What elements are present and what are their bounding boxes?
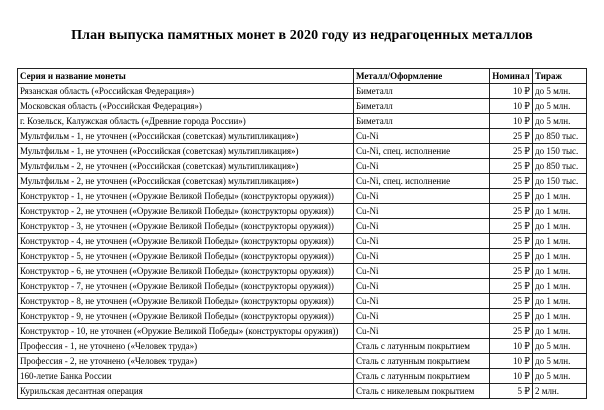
cell-nominal: 25 ₽ [490,129,533,144]
cell-nominal: 25 ₽ [490,279,533,294]
cell-metal: Cu-Ni [354,189,490,204]
cell-nominal: 25 ₽ [490,144,533,159]
cell-mintage: до 5 млн. [533,369,587,384]
cell-metal: Сталь с латунным покрытием [354,354,490,369]
cell-nominal: 25 ₽ [490,264,533,279]
table-row [18,324,587,339]
cell-mintage: до 1 млн. [533,294,587,309]
cell-metal: Сталь с латунным покрытием [354,339,490,354]
cell-name: Конструктор - 3, не уточнен («Оружие Великой Победы» (конструкторы оружия)) [18,219,354,234]
cell-mintage: до 5 млн. [533,114,587,129]
table-row [18,219,587,234]
table-row [18,129,587,144]
cell-mintage: до 5 млн. [533,354,587,369]
cell-nominal: 10 ₽ [490,354,533,369]
cell-name: Мультфильм - 1, не уточнен («Российская (советская) мультипликация») [18,129,354,144]
cell-mintage: до 1 млн. [533,249,587,264]
cell-mintage: до 5 млн. [533,339,587,354]
cell-name: Конструктор - 8, не уточнен («Оружие Великой Победы» (конструкторы оружия)) [18,294,354,309]
cell-name: Московская область («Российская Федерация») [18,99,354,114]
table-row [18,114,587,129]
cell-nominal: 25 ₽ [490,234,533,249]
cell-nominal: 25 ₽ [490,249,533,264]
table-row [18,234,587,249]
table-row [18,264,587,279]
cell-name: Мультфильм - 1, не уточнен («Российская (советская) мультипликация») [18,144,354,159]
cell-metal: Cu-Ni [354,204,490,219]
cell-nominal: 10 ₽ [490,99,533,114]
cell-name: Конструктор - 10, не уточнен («Оружие Великой Победы» (конструкторы оружия)) [18,324,354,339]
cell-nominal: 25 ₽ [490,324,533,339]
cell-nominal: 25 ₽ [490,159,533,174]
cell-name: Мультфильм - 2, не уточнен («Российская (советская) мультипликация») [18,159,354,174]
table-row [18,84,587,99]
cell-nominal: 10 ₽ [490,339,533,354]
cell-name: Рязанская область («Российская Федерация») [18,84,354,99]
table-row [18,144,587,159]
table-header-row [18,69,587,84]
cell-name: Конструктор - 5, не уточнен («Оружие Великой Победы» (конструкторы оружия)) [18,249,354,264]
cell-metal: Биметалл [354,84,490,99]
cell-mintage: до 1 млн. [533,234,587,249]
cell-mintage: до 5 млн. [533,84,587,99]
cell-name: г. Козельск, Калужская область («Древние города России») [18,114,354,129]
table-row [18,204,587,219]
table-row [18,99,587,114]
cell-metal: Cu-Ni [354,159,490,174]
coins-table [17,68,587,399]
table-row [18,174,587,189]
cell-name: Профессия - 1, не уточнено («Человек труда») [18,339,354,354]
table-row [18,249,587,264]
cell-mintage: 2 млн. [533,384,587,399]
cell-nominal: 10 ₽ [490,369,533,384]
cell-metal: Биметалл [354,99,490,114]
cell-mintage: до 150 тыс. [533,174,587,189]
header-nominal: Номинал [490,69,533,84]
table-row [18,189,587,204]
cell-mintage: до 1 млн. [533,324,587,339]
table-row [18,159,587,174]
cell-metal: Cu-Ni [354,234,490,249]
header-metal: Металл/Оформление [354,69,490,84]
cell-metal: Cu-Ni, спец. исполнение [354,144,490,159]
cell-name: Конструктор - 6, не уточнен («Оружие Великой Победы» (конструкторы оружия)) [18,264,354,279]
cell-name: Конструктор - 4, не уточнен («Оружие Великой Победы» (конструкторы оружия)) [18,234,354,249]
table-row [18,339,587,354]
cell-nominal: 5 ₽ [490,384,533,399]
cell-name: Профессия - 2, не уточнено («Человек труда») [18,354,354,369]
cell-metal: Cu-Ni [354,309,490,324]
header-name: Серия и название монеты [18,69,354,84]
table-row [18,294,587,309]
table-row [18,354,587,369]
cell-nominal: 10 ₽ [490,114,533,129]
cell-metal: Cu-Ni [354,294,490,309]
cell-metal: Биметалл [354,114,490,129]
cell-mintage: до 1 млн. [533,279,587,294]
cell-metal: Cu-Ni [354,129,490,144]
cell-name: Конструктор - 7, не уточнен («Оружие Великой Победы» (конструкторы оружия)) [18,279,354,294]
cell-mintage: до 850 тыс. [533,159,587,174]
cell-metal: Cu-Ni, спец. исполнение [354,174,490,189]
cell-metal: Cu-Ni [354,324,490,339]
cell-nominal: 25 ₽ [490,174,533,189]
cell-metal: Cu-Ni [354,279,490,294]
cell-nominal: 25 ₽ [490,219,533,234]
cell-metal: Сталь с никелевым покрытием [354,384,490,399]
cell-name: Конструктор - 9, не уточнен («Оружие Великой Победы» (конструкторы оружия)) [18,309,354,324]
cell-name: Конструктор - 1, не уточнен («Оружие Великой Победы» (конструкторы оружия)) [18,189,354,204]
cell-mintage: до 1 млн. [533,219,587,234]
cell-mintage: до 850 тыс. [533,129,587,144]
cell-nominal: 25 ₽ [490,204,533,219]
cell-mintage: до 1 млн. [533,309,587,324]
cell-name: Курильская десантная операция [18,384,354,399]
cell-nominal: 25 ₽ [490,294,533,309]
cell-name: Конструктор - 2, не уточнен («Оружие Великой Победы» (конструкторы оружия)) [18,204,354,219]
cell-nominal: 10 ₽ [490,84,533,99]
cell-metal: Сталь с латунным покрытием [354,369,490,384]
table-row [18,279,587,294]
cell-mintage: до 1 млн. [533,264,587,279]
cell-metal: Cu-Ni [354,264,490,279]
table-row [18,384,587,399]
page-title: План выпуска памятных монет в 2020 году из недрагоценных металлов [71,28,533,43]
cell-name: 160-летие Банка России [18,369,354,384]
cell-nominal: 25 ₽ [490,189,533,204]
cell-name: Мультфильм - 2, не уточнен («Российская (советская) мультипликация») [18,174,354,189]
header-mintage: Тираж [533,69,587,84]
table-row [18,369,587,384]
cell-mintage: до 1 млн. [533,204,587,219]
cell-mintage: до 150 тыс. [533,144,587,159]
cell-mintage: до 5 млн. [533,99,587,114]
cell-nominal: 25 ₽ [490,309,533,324]
cell-mintage: до 1 млн. [533,189,587,204]
cell-metal: Cu-Ni [354,249,490,264]
cell-metal: Cu-Ni [354,219,490,234]
table-row [18,309,587,324]
